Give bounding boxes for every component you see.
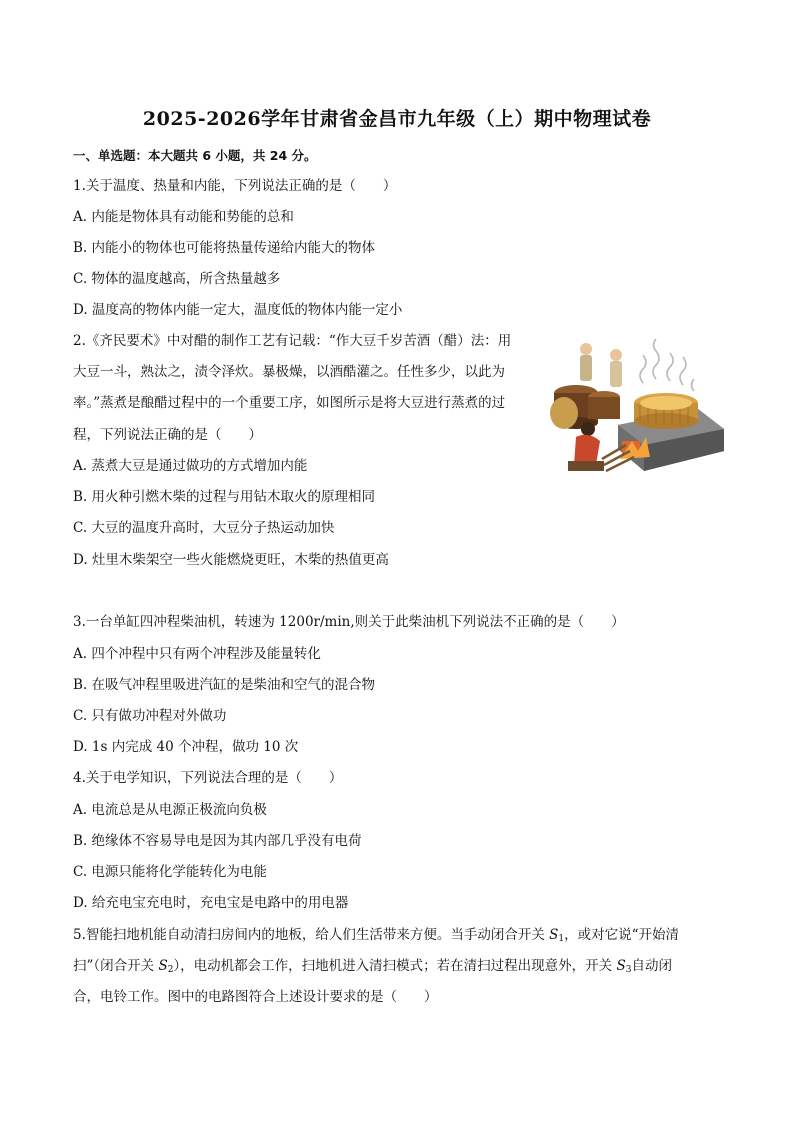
q1-stem: 1.关于温度、热量和内能，下列说法正确的是（ ） <box>73 178 397 194</box>
q3-option-c: C. 只有做功冲程对外做功 <box>73 708 227 724</box>
q2-stem-line-4: 程，下列说法正确的是（ ） <box>73 427 262 443</box>
q2-stem-line-3: 率。”蒸煮是酿醋过程中的一个重要工序，如图所示是将大豆进行蒸煮的过 <box>73 395 506 411</box>
q2-option-c: C. 大豆的温度升高时，大豆分子热运动加快 <box>73 520 335 536</box>
q4-option-a: A. 电流总是从电源正极流向负极 <box>73 802 267 818</box>
switch-s2-subscript: 2 <box>167 965 174 975</box>
q1-option-c: C. 物体的温度越高，所含热量越多 <box>73 271 281 287</box>
q2-option-a: A. 蒸煮大豆是通过做功的方式增加内能 <box>73 458 308 474</box>
exam-title: 2025-2026学年甘肃省金昌市九年级（上）期中物理试卷 <box>142 108 652 130</box>
vinegar-steaming-illustration <box>548 333 726 481</box>
q5-text: 5.智能扫地机能自动清扫房间内的地板，给人们生活带来方便。当手动闭合开关 <box>73 927 550 943</box>
q1-option-d: D. 温度高的物体内能一定大，温度低的物体内能一定小 <box>73 302 403 318</box>
q2-stem-line-1: 2.《齐民要术》中对醋的制作工艺有记载：“作大豆千岁苦酒（醋）法：用 <box>73 333 512 349</box>
q4-stem: 4.关于电学知识，下列说法合理的是（ ） <box>73 770 343 786</box>
switch-s1: S <box>549 927 559 943</box>
q4-option-d: D. 给充电宝充电时，充电宝是电路中的用电器 <box>73 895 349 911</box>
q2-option-b: B. 用火种引燃木柴的过程与用钻木取火的原理相同 <box>73 489 376 505</box>
q5-stem-line-3: 合，电铃工作。图中的电路图符合上述设计要求的是（ ） <box>73 989 438 1005</box>
q5-text: ），电动机都会工作，扫地机进入清扫模式；若在清扫过程出现意外，开关 <box>173 958 617 974</box>
switch-s2: S <box>158 958 168 974</box>
q3-option-b: B. 在吸气冲程里吸进汽缸的是柴油和空气的混合物 <box>73 677 376 693</box>
q3-option-d: D. 1s 内完成 40 个冲程，做功 10 次 <box>73 739 299 755</box>
q5-text: 扫”（闭合开关 <box>73 958 159 974</box>
q4-option-c: C. 电源只能将化学能转化为电能 <box>73 864 267 880</box>
switch-s1-subscript: 1 <box>558 934 565 944</box>
section-heading: 一、单选题：本大题共 6 小题，共 24 分。 <box>73 148 317 163</box>
switch-s3: S <box>616 958 626 974</box>
q2-stem-line-2: 大豆一斗，熟汰之，渍令泽炊。暴极燥，以酒酷灌之。任性多少，以此为 <box>73 364 505 380</box>
q2-option-d: D. 灶里木柴架空一些火能燃烧更旺，木柴的热值更高 <box>73 552 389 568</box>
switch-s3-subscript: 3 <box>625 965 632 975</box>
q5-stem-line-2 <box>73 957 672 979</box>
q5-text: 自动闭 <box>631 958 672 974</box>
q5-stem-line-1 <box>73 926 679 948</box>
q3-option-a: A. 四个冲程中只有两个冲程涉及能量转化 <box>73 646 321 662</box>
q1-option-b: B. 内能小的物体也可能将热量传递给内能大的物体 <box>73 240 376 256</box>
q1-option-a: A. 内能是物体具有动能和势能的总和 <box>73 209 294 225</box>
q5-text: ，或对它说“开始清 <box>564 927 680 943</box>
q3-stem: 3.一台单缸四冲程柴油机，转速为 1200r/min,则关于此柴油机下列说法不正确的是（ ） <box>73 614 625 630</box>
q4-option-b: B. 绝缘体不容易导电是因为其内部几乎没有电荷 <box>73 833 362 849</box>
